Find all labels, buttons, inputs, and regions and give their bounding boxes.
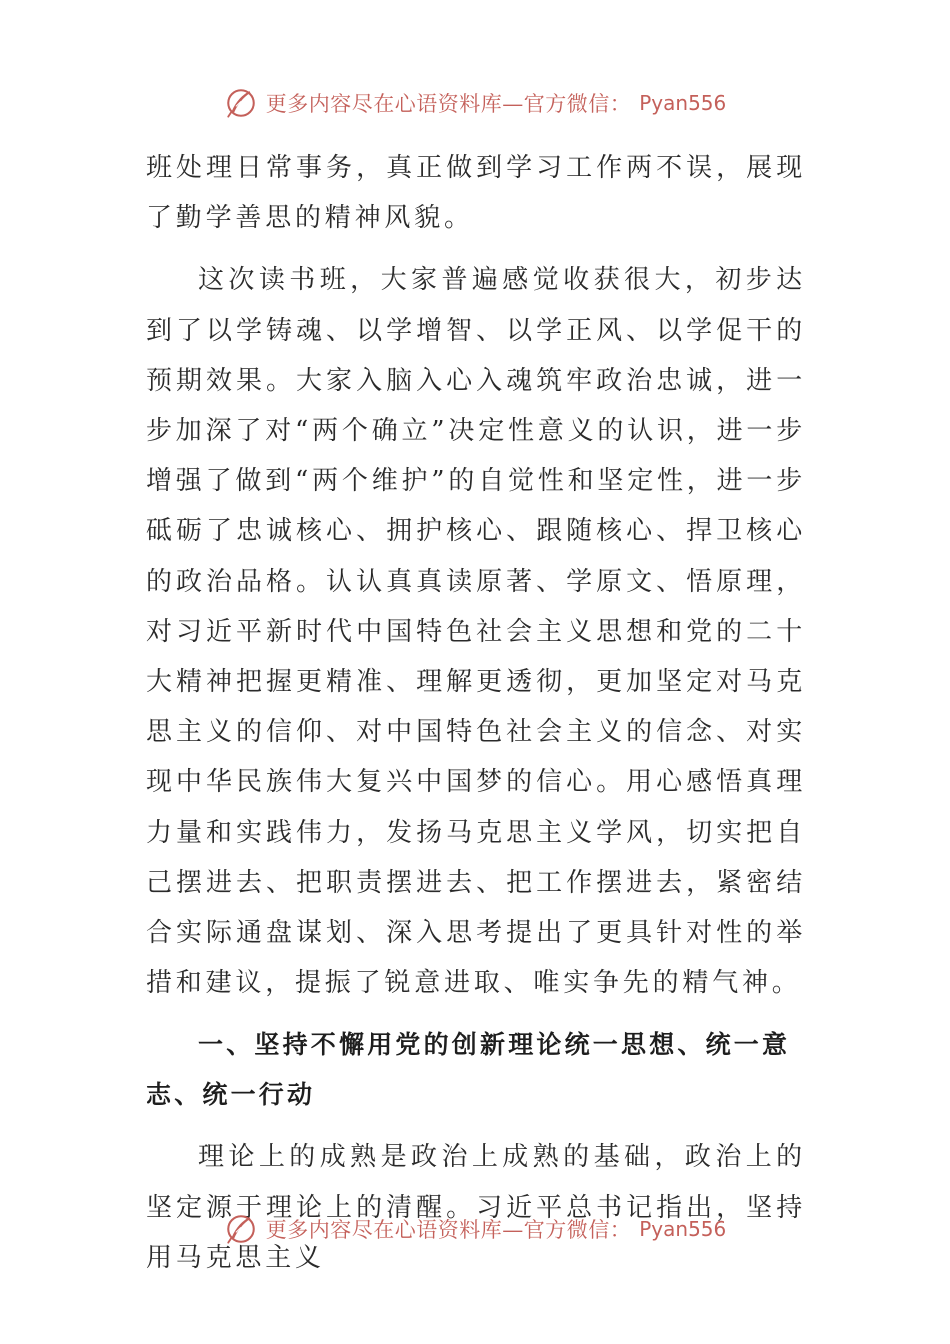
header-watermark: [0, 78, 950, 128]
watermark-text: 更多内容尽在心语资料库—官方微信：: [265, 92, 632, 116]
quill-pen-logo-icon: [224, 1212, 258, 1246]
section-heading: 一、坚持不懈用党的创新理论统一思想、统一意志、统一行动: [146, 1030, 791, 1110]
paragraph-theory-maturity: 理论上的成熟是政治上成熟的基础，政治上的坚定源于理论上的清醒。习近平总书记指出，坚持用马克思主义: [146, 1142, 806, 1273]
wechat-id: Pyan556: [639, 1217, 727, 1241]
paragraph-continuation: 班处理日常事务，真正做到学习工作两不误，展现了勤学善思的精神风貌。: [146, 153, 806, 234]
quill-pen-logo-icon: [224, 86, 258, 120]
footer-watermark: [0, 1204, 950, 1254]
document-body: [146, 143, 806, 1283]
wechat-id: Pyan556: [639, 91, 727, 115]
paragraph-reading-class-summary: 这次读书班，大家普遍感觉收获很大，初步达到了以学铸魂、以学增智、以学正风、以学促干的预期效果。大家入脑入心入魂筑牢政治忠诚，进一步加深了对“两个确立”决定性意义的认识，进一步增强了做到“两个维护”的自觉性和坚定性，进一步砥砺了忠诚核心、拥护核心、跟随核心、捍卫核心的政治品格。认认真真读原著、学原文、悟原理，对习近平新时代中国特色社会主义思想和党的二十大精神把握更精准、理解更透彻，更加坚定对马克思主义的信仰、对中国特色社会主义的信念、对实现中华民族伟大复兴中国梦的信心。用心感悟真理力量和实践伟力，发扬马克思主义学风，切实把自己摆进去、把职责摆进去、把工作摆进去，紧密结合实际通盘谋划、深入思考提出了更具针对性的举措和建议，提振了锐意进取、唯实争先的精气神。: [146, 265, 806, 999]
watermark-text: 更多内容尽在心语资料库—官方微信：: [265, 1218, 632, 1242]
